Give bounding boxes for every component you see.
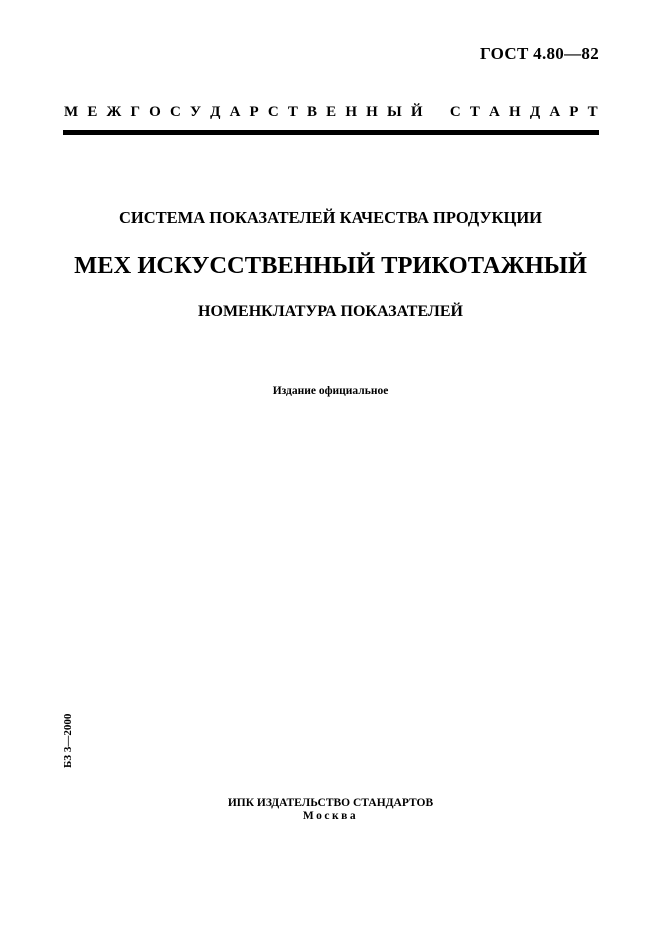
standard-type-letter: Р [249, 104, 259, 120]
standard-type-letter: В [307, 104, 318, 120]
publisher-name: ИПК ИЗДАТЕЛЬСТВО СТАНДАРТОВ [227, 797, 434, 809]
standard-type-letter: Р [569, 104, 579, 120]
standard-type-letter: С [267, 104, 279, 120]
standard-type-letter: О [149, 104, 161, 120]
standard-type-letter: Ж [106, 104, 122, 120]
standard-type-letter: Н [366, 104, 378, 120]
document-subtitle: НОМЕНКЛАТУРА ПОКАЗАТЕЛЕЙ [198, 303, 463, 320]
standard-type-letter: У [189, 104, 201, 120]
standard-type-letter: Н [345, 104, 357, 120]
standard-type-letter: Е [326, 104, 337, 120]
standard-type-letter: А [229, 104, 241, 120]
edition-note: Издание официальное [272, 385, 389, 397]
standard-type-letter: Й [410, 104, 423, 120]
standard-type-letter: Г [130, 104, 140, 120]
document-code: ГОСТ 4.80—82 [479, 44, 599, 63]
standard-type-letter: А [489, 104, 500, 120]
standard-type-letter: Е [87, 104, 98, 120]
standard-type-letter: С [169, 104, 181, 120]
standard-type-letter: Д [210, 104, 221, 120]
standard-type-letter: Т [587, 104, 598, 120]
product-title: МЕХ ИСКУССТВЕННЫЙ ТРИКОТАЖНЫЙ [74, 252, 587, 279]
system-title: СИСТЕМА ПОКАЗАТЕЛЕЙ КАЧЕСТВА ПРОДУКЦИИ [118, 208, 543, 227]
header-rule [63, 130, 599, 135]
standard-type-letter: Т [469, 104, 480, 120]
publisher-city: Москва [302, 810, 359, 822]
standard-type-letter: Т [287, 104, 298, 120]
standard-type-letter: А [549, 104, 561, 120]
standard-type-letter: Н [509, 104, 521, 120]
standard-type-heading [64, 104, 598, 121]
standard-type-letter: Д [529, 104, 541, 120]
standard-type-letter: Ы [386, 104, 402, 120]
side-catalog-code: БЗ 3—2000 [62, 713, 74, 768]
standard-type-letter: М [64, 104, 79, 120]
standard-type-letter: С [449, 104, 461, 120]
